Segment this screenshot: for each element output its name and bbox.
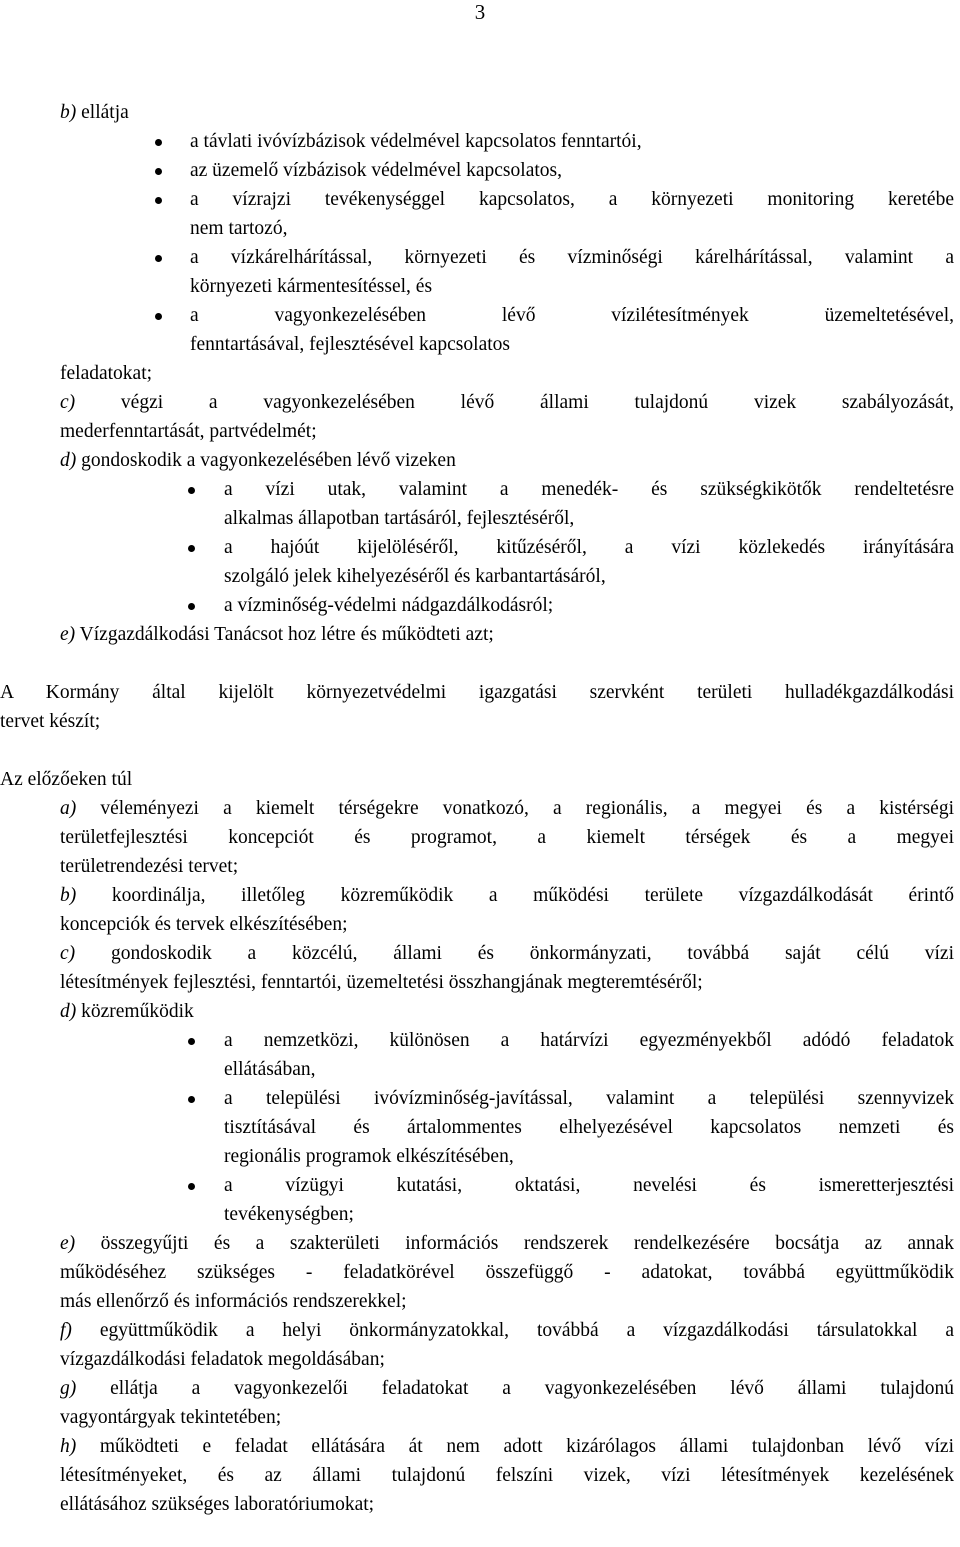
item-f-continuation: vízgazdálkodási feladatok megoldásában; bbox=[60, 1349, 385, 1370]
spacer bbox=[0, 736, 960, 765]
item-text: ellátja a vagyonkezelői feladatokat a vagyonkezelésében lévő állami tulajdonú bbox=[76, 1378, 954, 1399]
item-e-continuation: más ellenőrző és információs rendszerekkel; bbox=[60, 1291, 407, 1312]
bullet-icon bbox=[155, 313, 162, 320]
item-label: e) bbox=[60, 624, 76, 645]
list-item bbox=[0, 156, 960, 185]
item-h-continuation: ellátásához szükséges laboratóriumokat; bbox=[60, 1494, 375, 1515]
item-label: f) bbox=[60, 1320, 72, 1341]
item-label: a) bbox=[60, 798, 77, 819]
list-item bbox=[0, 1171, 960, 1200]
item-d bbox=[0, 997, 960, 1026]
bullet-icon bbox=[155, 255, 162, 262]
item-c-continuation: létesítmények fejlesztési, fenntartói, üzemeltetési összhangjának megteremtéséről; bbox=[60, 972, 703, 993]
item-label: c) bbox=[60, 943, 76, 964]
item-a-continuation: területrendezési tervet; bbox=[60, 856, 239, 877]
list-item bbox=[0, 1084, 960, 1113]
list-item-continuation: környezeti kármentesítéssel, és bbox=[190, 276, 433, 297]
list-item-continuation: tevékenységben; bbox=[224, 1204, 354, 1225]
item-g-continuation: vagyontárgyak tekintetében; bbox=[60, 1407, 282, 1428]
list-item bbox=[0, 1026, 960, 1055]
list-item-continuation: nem tartozó, bbox=[190, 218, 288, 239]
item-label: g) bbox=[60, 1378, 77, 1399]
item-g bbox=[0, 1374, 960, 1403]
bullet-icon bbox=[188, 1096, 195, 1103]
list-item-continuation: ellátásában, bbox=[224, 1059, 316, 1080]
list-item-continuation: szolgáló jelek kihelyezéséről és karbantartásáról, bbox=[224, 566, 606, 587]
list-item-text: a távlati ivóvízbázisok védelmével kapcsolatos fenntartói, bbox=[190, 131, 642, 152]
bullet-icon bbox=[155, 197, 162, 204]
item-c bbox=[0, 388, 960, 417]
item-a-continuation: területfejlesztési koncepciót és programot, a kiemelt térségek és a megyei bbox=[60, 827, 954, 848]
item-label: d) bbox=[60, 450, 77, 471]
item-label: e) bbox=[60, 1233, 76, 1254]
paragraph-line: tervet készít; bbox=[0, 711, 101, 732]
list-item-text: a települési ivóvízminőség-javítással, valamint a települési szennyvizek bbox=[224, 1088, 954, 1109]
list-item-text: a vízi utak, valamint a menedék- és szükségkikötők rendeltetésre bbox=[224, 479, 954, 500]
item-f bbox=[0, 1316, 960, 1345]
item-text: gondoskodik a közcélú, állami és önkormányzati, továbbá saját célú vízi bbox=[75, 943, 954, 964]
bullet-icon bbox=[155, 139, 162, 146]
page-number: 3 bbox=[474, 0, 486, 24]
item-b-ellatja bbox=[0, 98, 960, 127]
page-content bbox=[0, 98, 960, 1519]
item-b-continuation: koncepciók és tervek elkészítésében; bbox=[60, 914, 348, 935]
list-item-text: a vízrajzi tevékenységgel kapcsolatos, a környezeti monitoring keretébe bbox=[190, 189, 954, 210]
item-label: c) bbox=[60, 392, 76, 413]
spacer bbox=[0, 649, 960, 678]
list-item bbox=[0, 127, 960, 156]
bullet-icon bbox=[188, 1183, 195, 1190]
bullet-icon bbox=[188, 487, 195, 494]
item-text: közreműködik bbox=[76, 1001, 194, 1022]
item-text: ellátja bbox=[76, 102, 129, 123]
item-text: együttműködik a helyi önkormányzatokkal, továbbá a vízgazdálkodási társulatokkal a bbox=[71, 1320, 954, 1341]
list-item-continuation: fenntartásával, fejlesztésével kapcsolatos bbox=[190, 334, 510, 355]
paragraph-line: A Kormány által kijelölt környezetvédelmi igazgatási szervként területi hulladékgazdálkodási bbox=[0, 682, 954, 703]
list-item bbox=[0, 591, 960, 620]
bullet-icon bbox=[155, 168, 162, 175]
list-item-continuation: alkalmas állapotban tartásáról, fejlesztéséről, bbox=[224, 508, 575, 529]
item-text: működteti e feladat ellátására át nem adott kizárólagos állami tulajdonban lévő vízi bbox=[76, 1436, 954, 1457]
item-label: b) bbox=[60, 102, 77, 123]
section-intro: Az előzőeken túl bbox=[0, 769, 133, 790]
list-item-text: az üzemelő vízbázisok védelmével kapcsolatos, bbox=[190, 160, 562, 181]
bullet-icon bbox=[188, 545, 195, 552]
bullet-icon bbox=[188, 603, 195, 610]
item-c bbox=[0, 939, 960, 968]
list-item-text: a vízkárelhárítással, környezeti és vízminőségi kárelhárítással, valamint a bbox=[190, 247, 954, 268]
item-label: d) bbox=[60, 1001, 77, 1022]
item-a bbox=[0, 794, 960, 823]
item-e bbox=[0, 620, 960, 649]
item-b bbox=[0, 881, 960, 910]
list-item bbox=[0, 185, 960, 214]
list-item bbox=[0, 475, 960, 504]
list-item bbox=[0, 533, 960, 562]
list-item-text: a nemzetközi, különösen a határvízi egyezményekből adódó feladatok bbox=[224, 1030, 954, 1051]
list-item-continuation: regionális programok elkészítésében, bbox=[224, 1146, 514, 1167]
list-item-text: a vízminőség-védelmi nádgazdálkodásról; bbox=[224, 595, 554, 616]
item-text: Vízgazdálkodási Tanácsot hoz létre és működteti azt; bbox=[75, 624, 494, 645]
item-h-continuation: létesítményeket, és az állami tulajdonú felszíni vizek, vízi létesítmények kezelésének bbox=[60, 1465, 954, 1486]
item-h bbox=[0, 1432, 960, 1461]
bullet-icon bbox=[188, 1038, 195, 1045]
item-text: véleményezi a kiemelt térségekre vonatkozó, a regionális, a megyei és a kistérségi bbox=[76, 798, 954, 819]
item-text: koordinálja, illetőleg közreműködik a működési területe vízgazdálkodását érintő bbox=[76, 885, 954, 906]
item-e bbox=[0, 1229, 960, 1258]
list-item-text: a vízügyi kutatási, oktatási, nevelési és ismeretterjesztési bbox=[224, 1175, 954, 1196]
item-label: h) bbox=[60, 1436, 77, 1457]
item-d bbox=[0, 446, 960, 475]
item-c-continuation: mederfenntartását, partvédelmét; bbox=[60, 421, 317, 442]
item-e-continuation: működéséhez szükséges - feladatkörével összefüggő - adatokat, továbbá együttműködik bbox=[60, 1262, 954, 1283]
feladatokat-line: feladatokat; bbox=[60, 363, 153, 384]
list-item-text: a hajóút kijelöléséről, kitűzéséről, a vízi közlekedés irányítására bbox=[224, 537, 954, 558]
item-text: végzi a vagyonkezelésében lévő állami tulajdonú vizek szabályozását, bbox=[75, 392, 954, 413]
item-label: b) bbox=[60, 885, 77, 906]
item-text: gondoskodik a vagyonkezelésében lévő vizeken bbox=[76, 450, 456, 471]
list-item-continuation: tisztításával és ártalommentes elhelyezésével kapcsolatos nemzeti és bbox=[224, 1117, 954, 1138]
list-item bbox=[0, 301, 960, 330]
item-text: összegyűjti és a szakterületi információs rendszerek rendelkezésére bocsátja az annak bbox=[75, 1233, 954, 1254]
list-item-text: a vagyonkezelésében lévő vízilétesítmények üzemeltetésével, bbox=[190, 305, 954, 326]
list-item bbox=[0, 243, 960, 272]
